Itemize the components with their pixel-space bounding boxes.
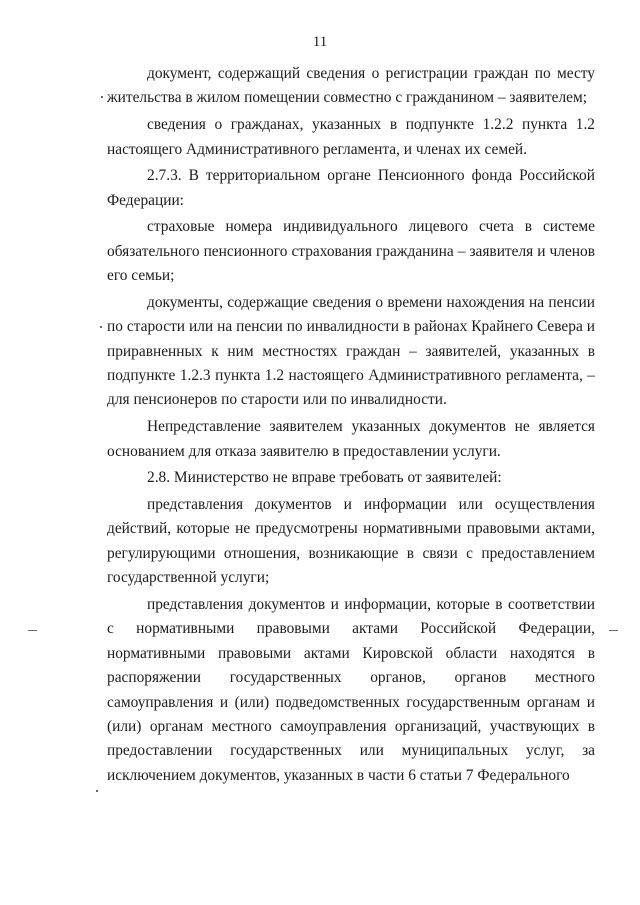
paragraph-insurance-numbers: страховые номера индивидуального лицевого счета в системе обязательного пенсионного страхования гражданина – заявителя и членов его семьи; [107,218,595,285]
paragraph-family-members-info: сведения о гражданах, указанных в подпункте 1.2.2 пункта 1.2 настоящего Административного регламента, и членах их семей. [107,116,595,158]
scan-artifact [609,630,618,631]
scan-artifact [96,790,98,792]
paragraph-section-2-7-3: 2.7.3. В территориальном органе Пенсионного фонда Российской Федерации: [107,167,595,209]
paragraph-pension-documents: документы, содержащие сведения о времени нахождения на пенсии по старости или на пенсии по инвалидности в районах Крайнего Севера и приравненных к ним местностях граждан – заявителей, указанных в подпункте 1.2.3 пункта 1.2 настоящего Административного регламента, – для пенсионеров по старости или по инвалидности. [107,293,595,409]
paragraph-section-2-8: 2.8. Министерство не вправе требовать от заявителей: [147,469,502,487]
paragraph-documents-in-possession: представления документов и информации, которые в соответствии с нормативными правовыми актами Российской Федерации, нормативными правовыми актами Кировской области находятся в распоряжении государственных органов, органов местного самоуправления и (или) подведомственных государственным органам и (или) органам местного самоуправления организаций, участвующих в предоставлении государственных или муниципальных услуг, за исключением документов, указанных в части 6 статьи 7 Федерального [107,595,595,784]
scan-artifact [101,96,103,98]
paragraph-registration-document: документ, содержащий сведения о регистрации граждан по месту жительства в жилом помещении совместно с гражданином – заявителем; [107,65,595,107]
paragraph-unrequired-actions: представления документов и информации или осуществления действий, которые не предусмотрены нормативными правовыми актами, регулирующими отношения, возникающие в связи с предоставлением государственной услуги; [107,495,595,587]
scan-artifact [100,326,102,328]
paragraph-non-submission: Непредставление заявителем указанных документов не является основанием для отказа заявителю в предоставлении услуги. [107,418,595,460]
scan-artifact [28,630,37,631]
document-body [107,62,595,790]
page-number: 11 [312,34,328,50]
